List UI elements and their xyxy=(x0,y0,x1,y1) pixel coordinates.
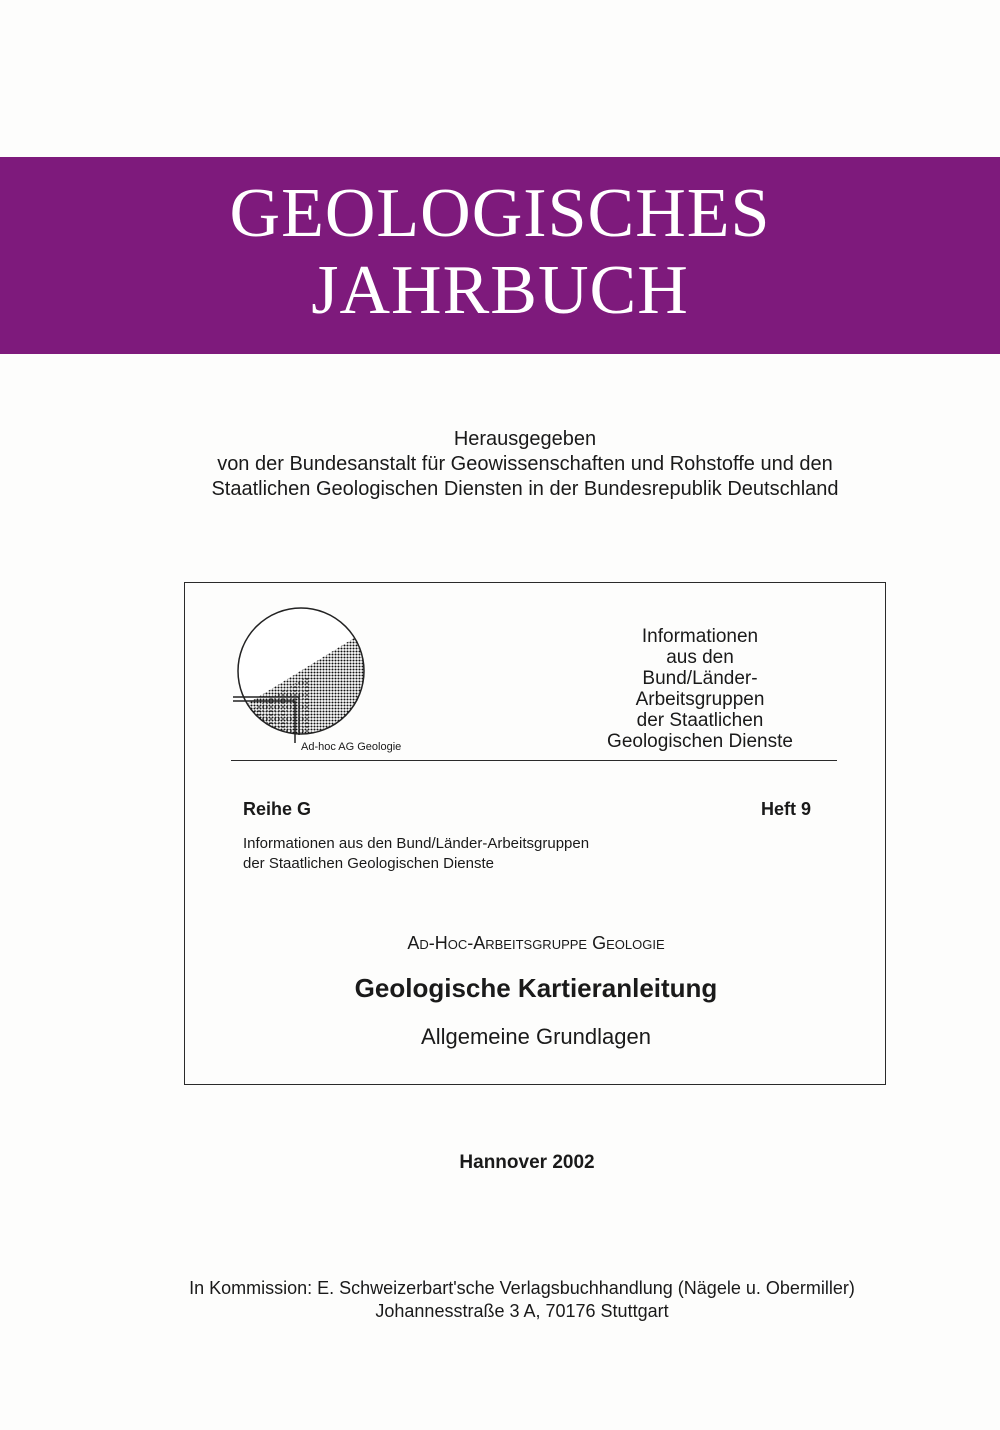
series-description-line: der Staatlichen Geologischen Dienste xyxy=(243,855,494,872)
publisher-line2: von der Bundesanstalt für Geowissenschaften und Rohstoffe und den xyxy=(217,453,833,475)
info-line: der Staatlichen xyxy=(636,710,764,731)
commission-line1: In Kommission: E. Schweizerbart'sche Verlagsbuchhandlung (Nägele u. Obermiller) xyxy=(189,1278,855,1298)
info-line: Informationen xyxy=(641,626,759,647)
series-title-line2: JAHRBUCH xyxy=(311,252,689,329)
book-subtitle: Allgemeine Grundlagen xyxy=(421,1024,651,1049)
info-line: Arbeitsgruppen xyxy=(635,689,765,710)
commission-line2: Johannesstraße 3 A, 70176 Stuttgart xyxy=(375,1301,669,1321)
logo-label: Ad-hoc AG Geologie xyxy=(301,741,402,753)
publisher-line1: Herausgegeben xyxy=(453,428,597,450)
series-description-line: Informationen aus den Bund/Länder-Arbeitsgruppen xyxy=(243,835,590,852)
title-banner xyxy=(0,157,1000,354)
box-divider xyxy=(231,760,837,761)
working-group: Ad-Hoc-Arbeitsgruppe Geologie xyxy=(407,933,665,953)
place-year: Hannover 2002 xyxy=(459,1152,595,1173)
book-title: Geologische Kartieranleitung xyxy=(354,973,718,1003)
info-line: aus den xyxy=(666,647,734,668)
info-heading xyxy=(605,626,795,752)
publisher-line3: Staatlichen Geologischen Diensten in der Bundesrepublik Deutschland xyxy=(211,478,839,500)
series-title-line1: GEOLOGISCHES xyxy=(229,175,771,252)
info-box xyxy=(184,582,886,1085)
series-description xyxy=(243,834,589,874)
info-line: Bund/Länder- xyxy=(642,668,758,689)
issue-label: Heft 9 xyxy=(761,799,812,819)
ag-geologie-logo-icon xyxy=(229,605,369,745)
commission-block xyxy=(0,1277,1000,1323)
publisher-block xyxy=(0,427,1000,502)
series-label: Reihe G xyxy=(243,799,312,819)
info-line: Geologischen Dienste xyxy=(607,731,793,752)
